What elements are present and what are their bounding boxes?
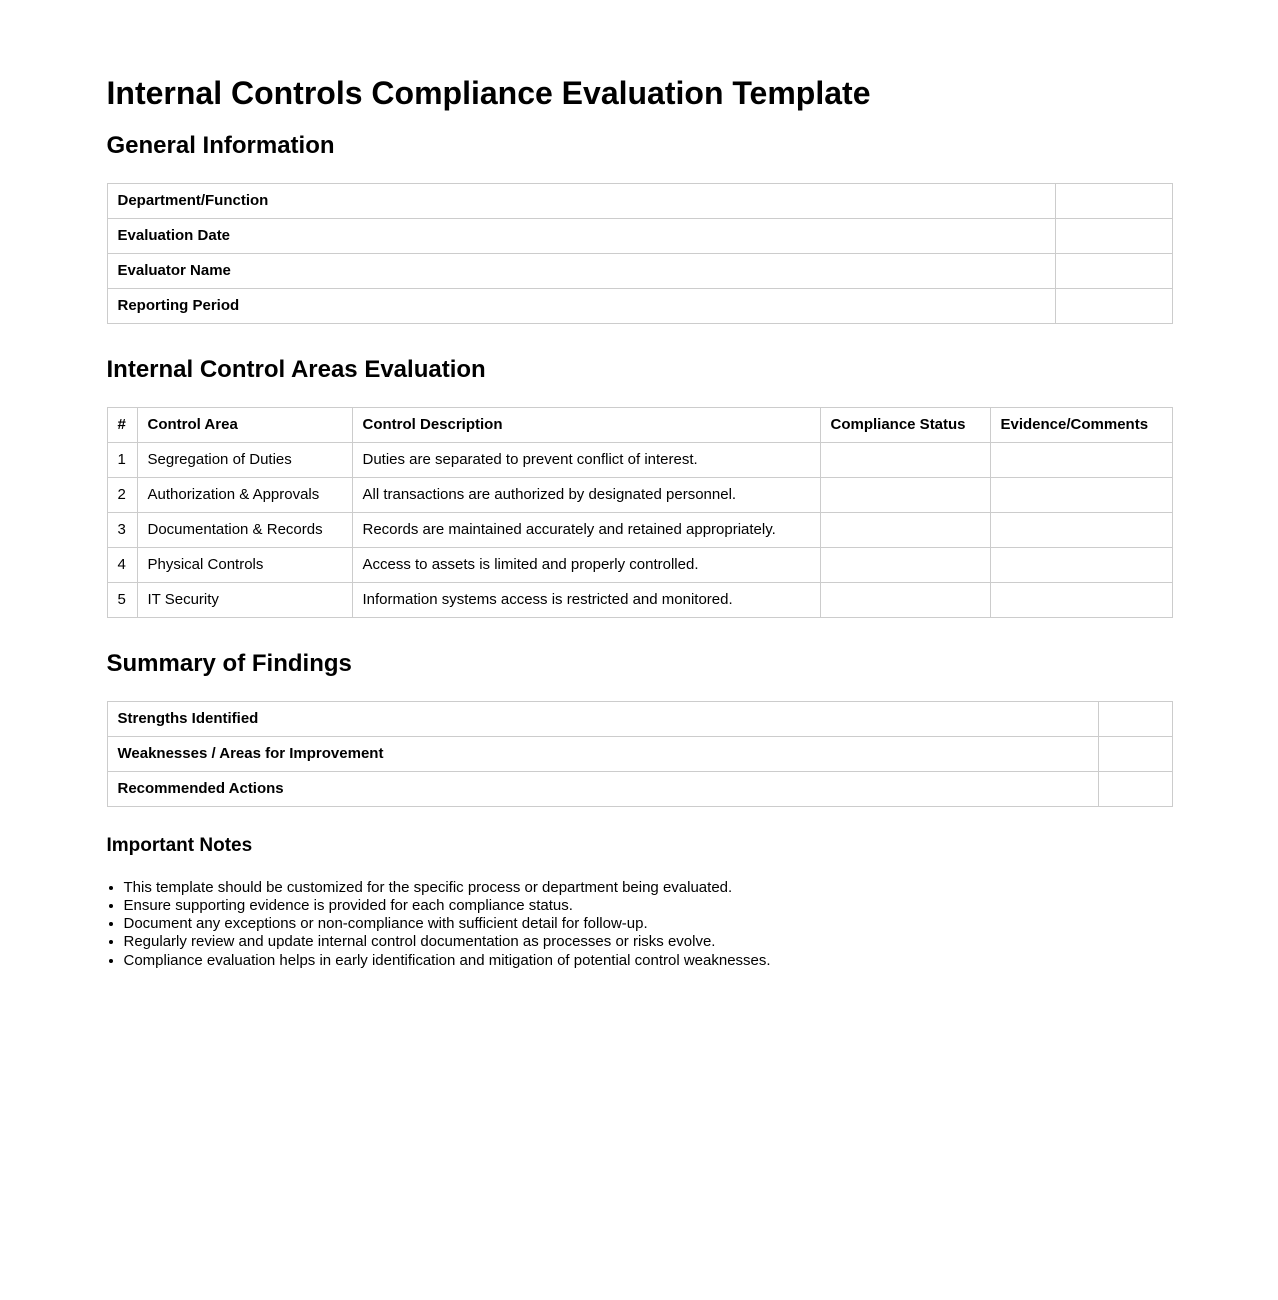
table-row — [107, 701, 1172, 736]
control-area-cell: Segregation of Duties — [137, 442, 352, 477]
column-header-description: Control Description — [352, 407, 820, 442]
row-label: Weaknesses / Areas for Improvement — [107, 736, 1098, 771]
control-description-cell: Duties are separated to prevent conflict of interest. — [352, 442, 820, 477]
evidence-cell — [990, 477, 1172, 512]
note-item: • Compliance evaluation helps in early identification and mitigation of potential control weaknesses. — [124, 952, 1172, 970]
fill-in-cell — [1055, 289, 1172, 324]
fill-in-cell — [1055, 254, 1172, 289]
table-row — [107, 512, 1172, 547]
table-header-row — [107, 407, 1172, 442]
fill-in-cell — [1098, 736, 1172, 771]
fill-in-cell — [1055, 184, 1172, 219]
section-heading-control-areas: Internal Control Areas Evaluation — [106, 356, 486, 384]
fill-in-cell — [1055, 219, 1172, 254]
row-label: Evaluator Name — [107, 254, 1055, 289]
table-row — [107, 582, 1172, 617]
evidence-cell — [990, 582, 1172, 617]
summary-of-findings-table — [107, 701, 1173, 807]
control-area-cell: Physical Controls — [137, 547, 352, 582]
row-label: Strengths Identified — [107, 701, 1098, 736]
row-num: 3 — [107, 512, 137, 547]
row-label: Department/Function — [107, 184, 1055, 219]
table-row — [107, 254, 1172, 289]
control-description-cell: Access to assets is limited and properly controlled. — [352, 547, 820, 582]
page-title: Internal Controls Compliance Evaluation Template — [106, 75, 871, 111]
note-item: • Ensure supporting evidence is provided for each compliance status. — [124, 897, 1172, 915]
fill-in-cell — [1098, 701, 1172, 736]
column-header-status: Compliance Status — [820, 407, 990, 442]
control-description-cell: Records are maintained accurately and retained appropriately. — [352, 512, 820, 547]
column-header-evidence: Evidence/Comments — [990, 407, 1172, 442]
compliance-status-cell — [820, 547, 990, 582]
control-description-cell: All transactions are authorized by designated personnel. — [352, 477, 820, 512]
row-num: 2 — [107, 477, 137, 512]
general-information-table — [107, 183, 1173, 324]
row-num: 1 — [107, 442, 137, 477]
section-heading-general-information: General Information — [106, 132, 335, 160]
evidence-cell — [990, 512, 1172, 547]
table-row — [107, 547, 1172, 582]
table-row — [107, 184, 1172, 219]
row-label: Recommended Actions — [107, 771, 1098, 806]
column-header-area: Control Area — [137, 407, 352, 442]
column-header-num: # — [107, 407, 137, 442]
table-row — [107, 219, 1172, 254]
row-num: 5 — [107, 582, 137, 617]
table-row — [107, 477, 1172, 512]
row-label: Evaluation Date — [107, 219, 1055, 254]
row-label: Reporting Period — [107, 289, 1055, 324]
compliance-status-cell — [820, 582, 990, 617]
note-item: • This template should be customized for the specific process or department being evaluated. — [124, 879, 1172, 897]
control-area-cell: Documentation & Records — [137, 512, 352, 547]
table-row — [107, 771, 1172, 806]
control-areas-table — [107, 407, 1173, 618]
compliance-status-cell — [820, 477, 990, 512]
row-num: 4 — [107, 547, 137, 582]
evidence-cell — [990, 547, 1172, 582]
control-description-cell: Information systems access is restricted and monitored. — [352, 582, 820, 617]
compliance-status-cell — [820, 512, 990, 547]
compliance-status-cell — [820, 442, 990, 477]
important-notes-list — [107, 879, 1172, 970]
note-item: • Document any exceptions or non-compliance with sufficient detail for follow-up. — [124, 915, 1172, 933]
section-heading-summary-of-findings: Summary of Findings — [106, 649, 352, 677]
fill-in-cell — [1098, 771, 1172, 806]
control-area-cell: IT Security — [137, 582, 352, 617]
important-notes-heading: Important Notes — [106, 834, 253, 856]
table-row — [107, 442, 1172, 477]
note-item: • Regularly review and update internal control documentation as processes or risks evolve. — [124, 933, 1172, 951]
table-row — [107, 289, 1172, 324]
table-row — [107, 736, 1172, 771]
control-area-cell: Authorization & Approvals — [137, 477, 352, 512]
evidence-cell — [990, 442, 1172, 477]
document-page — [107, 0, 1172, 970]
